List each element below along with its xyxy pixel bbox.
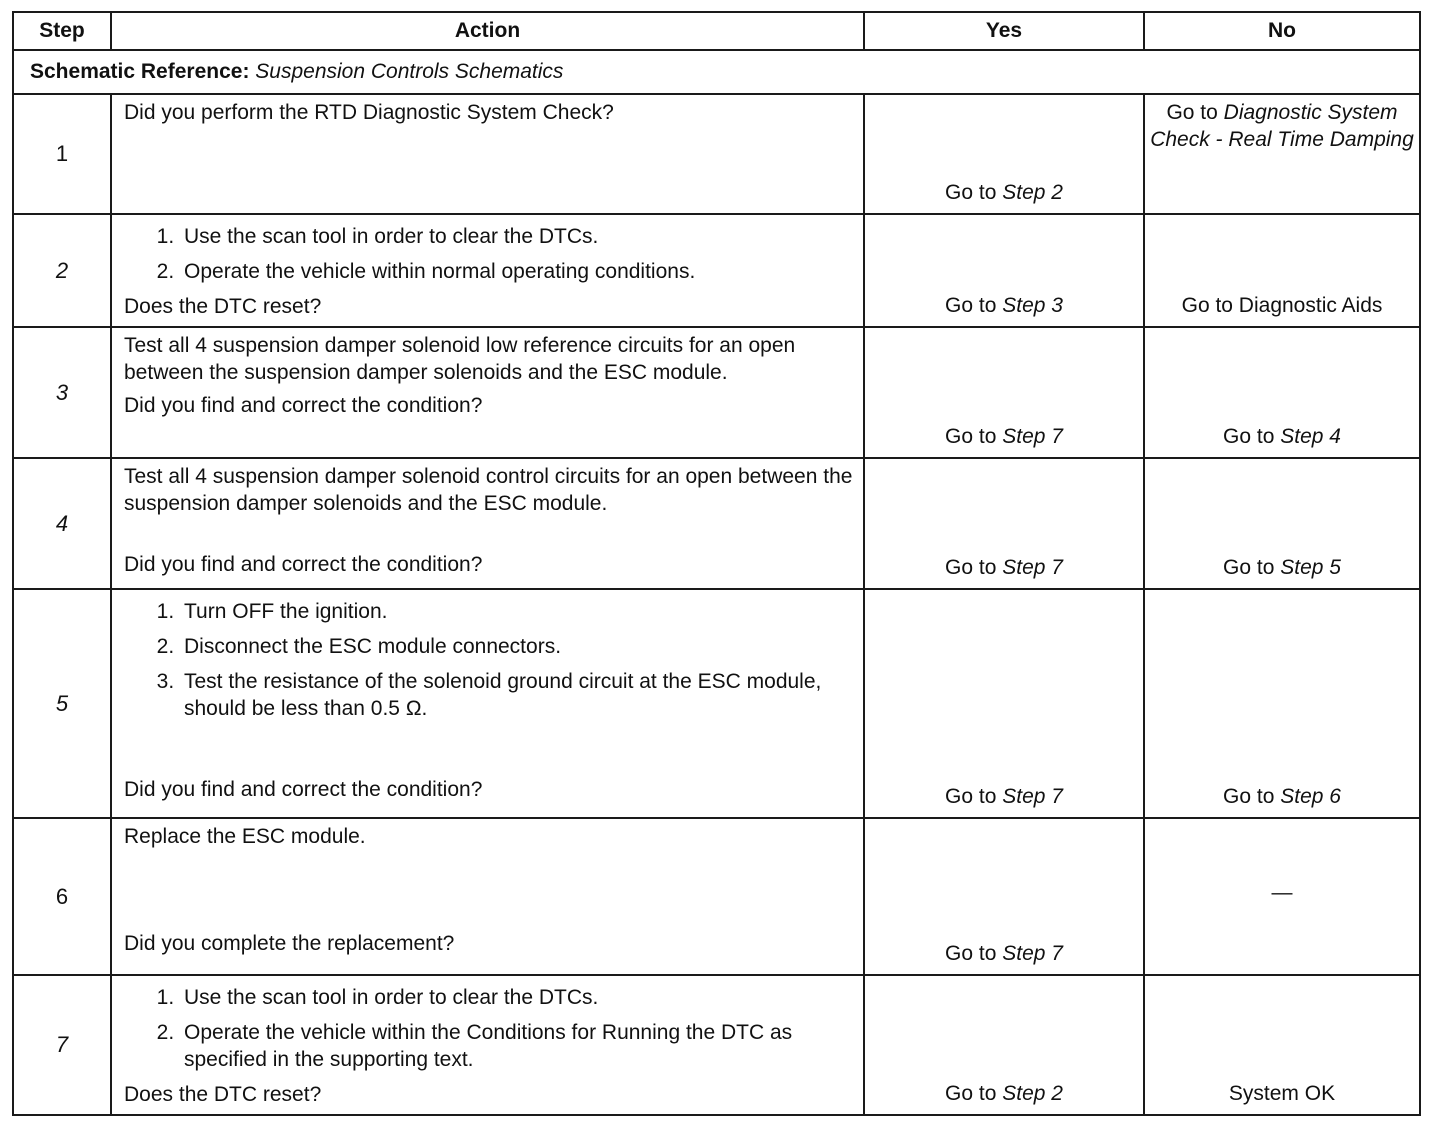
action-cell	[111, 975, 864, 1115]
no-cell	[1144, 975, 1420, 1115]
action-cell	[111, 214, 864, 327]
header-step: Step	[13, 12, 111, 50]
schematic-reference-link[interactable]: Suspension Controls Schematics	[255, 60, 564, 83]
step-number: 6	[13, 818, 111, 975]
yes-goto[interactable]: Go to Step 3	[945, 294, 1063, 317]
yes-cell	[864, 214, 1144, 327]
action-description: Did you perform the RTD Diagnostic System Check?	[124, 101, 614, 124]
action-question: Does the DTC reset?	[124, 295, 322, 318]
schematic-reference	[13, 50, 1420, 94]
list-item: 2. Operate the vehicle within the Conditions for Running the DTC as specified in the supporting text.	[180, 1019, 853, 1073]
action-description: Replace the ESC module.	[124, 825, 366, 848]
list-item: 1. Use the scan tool in order to clear the DTCs.	[180, 984, 853, 1011]
yes-goto[interactable]: Go to Step 7	[945, 785, 1063, 808]
table-row	[13, 458, 1420, 589]
header-action: Action	[111, 12, 864, 50]
table-row	[13, 589, 1420, 818]
action-question: Did you find and correct the condition?	[124, 778, 483, 801]
yes-goto[interactable]: Go to Step 2	[945, 1082, 1063, 1105]
action-question: Did you complete the replacement?	[124, 932, 455, 955]
action-description: Test all 4 suspension damper solenoid control circuits for an open between the suspension damper solenoids and the ESC module.	[124, 465, 853, 515]
no-cell	[1144, 214, 1420, 327]
yes-goto[interactable]: Go to Step 7	[945, 556, 1063, 579]
list-item: 1. Use the scan tool in order to clear the DTCs.	[180, 223, 853, 250]
no-cell	[1144, 818, 1420, 975]
table-row	[13, 818, 1420, 975]
list-item: 3. Test the resistance of the solenoid ground circuit at the ESC module, should be less than 0.5 Ω.	[180, 668, 853, 722]
step-number: 1	[13, 94, 111, 214]
action-question: Does the DTC reset?	[124, 1083, 322, 1106]
step-number: 3	[13, 327, 111, 458]
no-goto[interactable]: System OK	[1228, 1082, 1336, 1105]
table-row	[13, 214, 1420, 327]
action-steps-list	[124, 984, 853, 1073]
list-item: 1. Turn OFF the ignition.	[180, 598, 853, 625]
action-steps-list	[124, 598, 853, 722]
schematic-reference-label: Schematic Reference:	[30, 60, 250, 83]
action-cell	[111, 327, 864, 458]
no-dash: —	[1271, 880, 1293, 904]
action-question: Did you find and correct the condition?	[124, 553, 483, 576]
step-number: 4	[13, 458, 111, 589]
no-cell	[1144, 327, 1420, 458]
step-number: 5	[13, 589, 111, 818]
header-yes: Yes	[864, 12, 1144, 50]
no-goto[interactable]: Go to Diagnostic Aids	[1181, 294, 1383, 317]
yes-goto[interactable]: Go to Step 7	[945, 425, 1063, 448]
yes-cell	[864, 975, 1144, 1115]
no-cell	[1144, 94, 1420, 214]
yes-goto[interactable]: Go to Step 7	[945, 942, 1063, 965]
no-cell	[1144, 458, 1420, 589]
action-cell	[111, 589, 864, 818]
list-item: 2. Disconnect the ESC module connectors.	[180, 633, 853, 660]
header-row	[13, 12, 1420, 50]
yes-cell	[864, 589, 1144, 818]
table-row	[13, 975, 1420, 1115]
action-steps-list	[124, 223, 853, 285]
action-cell	[111, 458, 864, 589]
step-number: 7	[13, 975, 111, 1115]
action-cell	[111, 818, 864, 975]
no-goto[interactable]: Go to Step 6	[1223, 785, 1341, 808]
list-item: 2. Operate the vehicle within normal operating conditions.	[180, 258, 853, 285]
action-description: Test all 4 suspension damper solenoid low reference circuits for an open between the suspension damper solenoids and the ESC module.	[124, 334, 796, 384]
table-row	[13, 327, 1420, 458]
step-number: 2	[13, 214, 111, 327]
no-cell	[1144, 589, 1420, 818]
schematic-reference-row	[13, 50, 1420, 94]
yes-cell	[864, 94, 1144, 214]
action-cell	[111, 94, 864, 214]
yes-cell	[864, 458, 1144, 589]
no-goto[interactable]: Go to Step 4	[1223, 425, 1341, 448]
table-row	[13, 94, 1420, 214]
no-goto[interactable]: Go to Diagnostic System Check - Real Time Damping	[1150, 101, 1414, 151]
yes-cell	[864, 327, 1144, 458]
action-question: Did you find and correct the condition?	[124, 394, 483, 417]
header-no: No	[1144, 12, 1420, 50]
diagnostic-table	[12, 11, 1421, 1116]
no-goto[interactable]: Go to Step 5	[1223, 556, 1341, 579]
yes-cell	[864, 818, 1144, 975]
yes-goto[interactable]: Go to Step 2	[945, 181, 1063, 204]
